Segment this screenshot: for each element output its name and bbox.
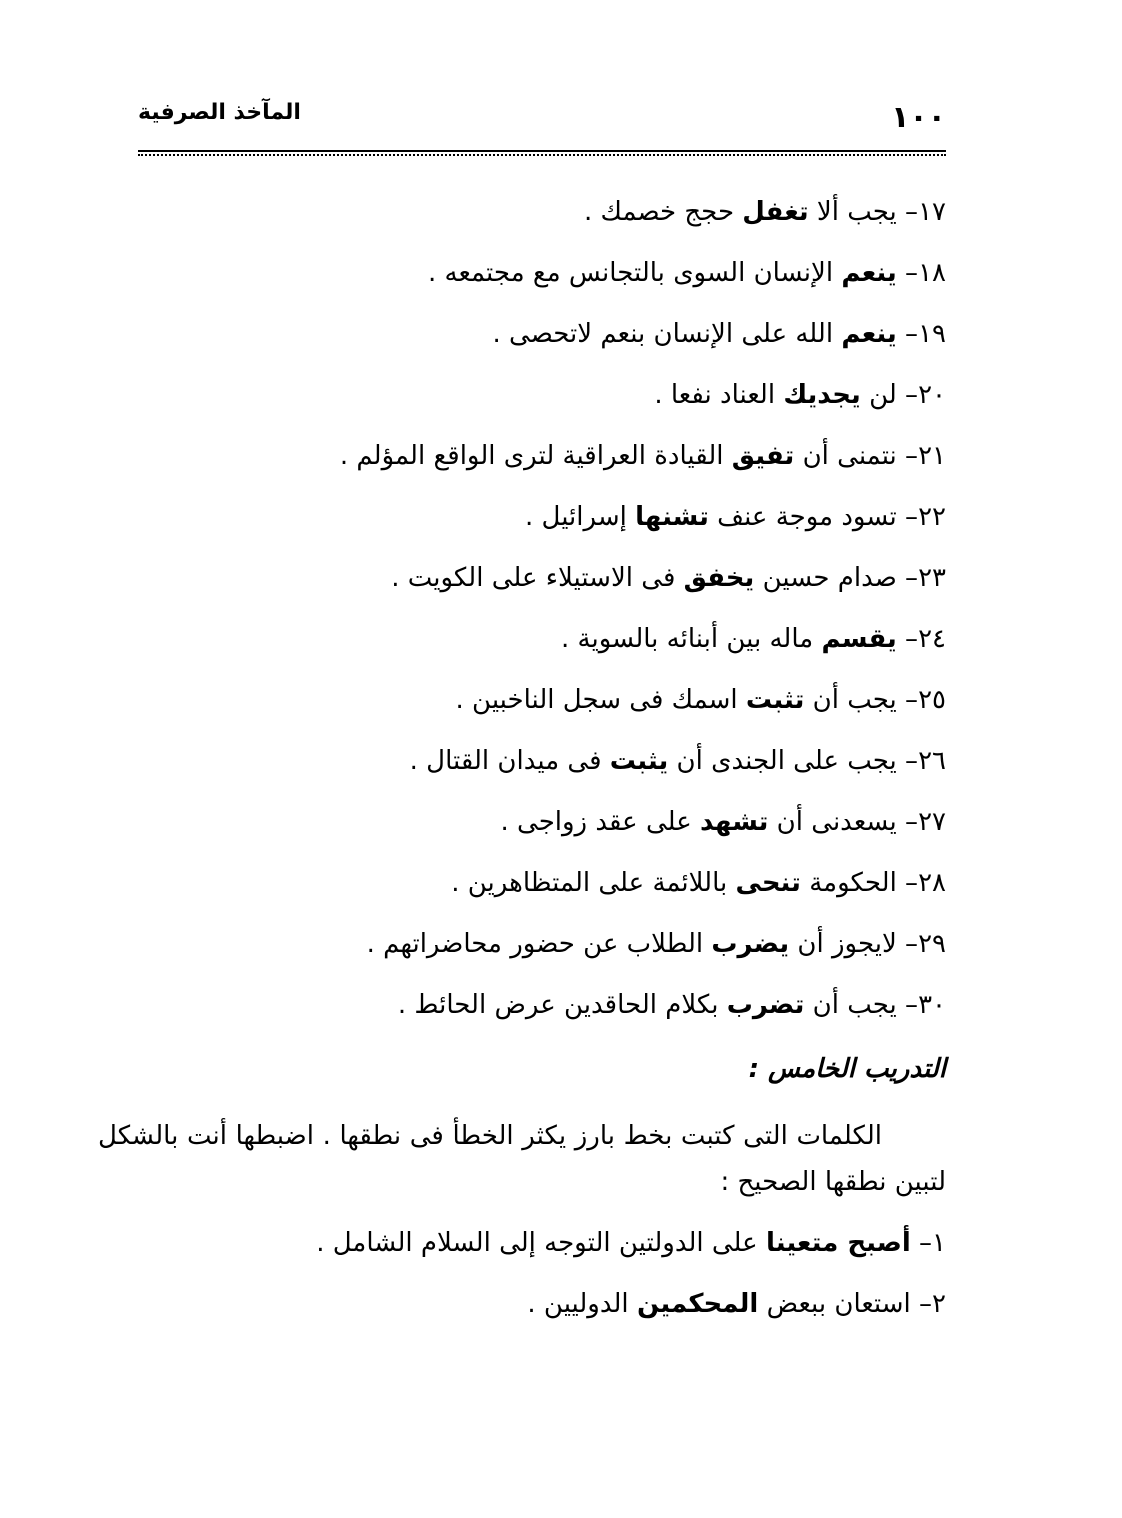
list-item: ٢٥– يجب أن تثبت اسمك فى سجل الناخبين . (455, 685, 946, 715)
running-title: المآخذ الصرفية (138, 100, 301, 125)
item-highlighted-word: يثبت (609, 746, 669, 776)
item-highlighted-word: تفيق (731, 441, 795, 471)
header-rule (138, 150, 946, 156)
item-text-after: بكلام الحاقدين عرض الحائط . (397, 990, 727, 1020)
item-highlighted-word: تثبت (745, 685, 805, 715)
item-text-after: الدوليين . (527, 1289, 637, 1319)
item-text-after: فى ميدان القتال . (409, 746, 610, 776)
item-text-after: ماله بين أبنائه بالسوية . (561, 624, 822, 654)
page-content (98, 192, 946, 1345)
item-number: ٢ (932, 1289, 946, 1319)
item-number: ٢٧ (918, 807, 946, 837)
item-number: ٢٨ (918, 868, 946, 898)
list-item: ٢٤– يقسم ماله بين أبنائه بالسوية . (561, 624, 946, 654)
item-text-after: اسمك فى سجل الناخبين . (455, 685, 746, 715)
item-highlighted-word: أصبح متعينا (765, 1228, 911, 1258)
item-text-before: لن (860, 380, 897, 410)
item-number: ١٧ (918, 197, 946, 227)
item-highlighted-word: ينعم (841, 258, 897, 288)
item-highlighted-word: ينعم (841, 319, 897, 349)
item-highlighted-word: تضرب (726, 990, 805, 1020)
item-text-after: باللائمة على المتظاهرين . (451, 868, 736, 898)
item-text-before: يجب أن (804, 990, 897, 1020)
item-text-before: نتمنى أن (794, 441, 897, 471)
list-item: ٢٧– يسعدنى أن تشهد على عقد زواجى . (500, 807, 946, 837)
list-item: ٢– استعان ببعض المحكمين الدوليين . (527, 1289, 946, 1319)
item-number: ١ (932, 1228, 946, 1258)
page-header (138, 92, 946, 138)
item-number: ٣٠ (918, 990, 946, 1020)
item-text-before: يجب على الجندى أن (668, 746, 897, 776)
list-item: ١٩– ينعم الله على الإنسان بنعم لاتحصى . (492, 319, 946, 349)
item-highlighted-word: تشهد (700, 807, 769, 837)
item-text-after: القيادة العراقية لترى الواقع المؤلم . (339, 441, 732, 471)
list-item: ٢٢– تسود موجة عنف تشنها إسرائيل . (524, 502, 946, 532)
item-number: ٢٤ (918, 624, 946, 654)
list-item: ٣٠– يجب أن تضرب بكلام الحاقدين عرض الحائط . (397, 990, 946, 1020)
list-item: ١– أصبح متعينا على الدولتين التوجه إلى السلام الشامل . (316, 1228, 946, 1258)
list-item: ٢١– نتمنى أن تفيق القيادة العراقية لترى الواقع المؤلم . (339, 441, 946, 471)
item-highlighted-word: يخفق (683, 563, 755, 593)
item-text-before: صدام حسين (754, 563, 897, 593)
exercise-list-b (138, 1223, 946, 1324)
item-highlighted-word: يقسم (821, 624, 897, 654)
item-highlighted-word: المحكمين (636, 1289, 759, 1319)
item-text-before: يسعدنى أن (768, 807, 897, 837)
item-text-after: فى الاستيلاء على الكويت . (391, 563, 684, 593)
item-highlighted-word: تنحى (735, 868, 801, 898)
item-number: ١٨ (918, 258, 946, 288)
item-text-before: لايجوز أن (789, 929, 897, 959)
item-number: ٢٢ (918, 502, 946, 532)
list-item: ٢٦– يجب على الجندى أن يثبت فى ميدان القتال . (409, 746, 946, 776)
item-text-before: تسود موجة عنف (708, 502, 897, 532)
item-number: ٢٠ (918, 380, 946, 410)
item-text-after: العناد نفعا . (654, 380, 784, 410)
item-text-after: الإنسان السوى بالتجانس مع مجتمعه . (428, 258, 842, 288)
list-item: ١٧– يجب ألا تغفل حجج خصمك . (584, 197, 946, 227)
section-intro: الكلمات التى كتبت بخط بارز يكثر الخطأ فى نطقها . اضبطها أنت بالشكل لتبين نطقها الصحيح : (98, 1121, 946, 1197)
item-text-after: على الدولتين التوجه إلى السلام الشامل . (316, 1228, 766, 1258)
list-item: ٢٣– صدام حسين يخفق فى الاستيلاء على الكويت . (391, 563, 946, 593)
item-text-before: الحكومة (800, 868, 897, 898)
item-text-after: الطلاب عن حضور محاضراتهم . (366, 929, 712, 959)
item-text-after: على عقد زواجى . (500, 807, 701, 837)
item-highlighted-word: يضرب (711, 929, 790, 959)
item-text-after: حجج خصمك . (584, 197, 743, 227)
list-item: ٢٩– لايجوز أن يضرب الطلاب عن حضور محاضراتهم . (366, 929, 946, 959)
item-number: ٢٦ (918, 746, 946, 776)
list-item: ٢٠– لن يجديك العناد نفعا . (654, 380, 946, 410)
item-highlighted-word: يجديك (783, 380, 861, 410)
item-number: ٢٥ (918, 685, 946, 715)
item-number: ٢١ (918, 441, 946, 471)
item-highlighted-word: تغفل (742, 197, 809, 227)
item-number: ٢٣ (918, 563, 946, 593)
item-text-before: يجب أن (804, 685, 897, 715)
list-item: ٢٨– الحكومة تنحى باللائمة على المتظاهرين . (451, 868, 946, 898)
item-text-after: الله على الإنسان بنعم لاتحصى . (492, 319, 842, 349)
list-item: ١٨– ينعم الإنسان السوى بالتجانس مع مجتمعه . (428, 258, 946, 288)
page-number: ١٠٠ (891, 100, 946, 135)
exercise-list-a (138, 192, 946, 1025)
item-text-after: إسرائيل . (524, 502, 636, 532)
item-number: ١٩ (918, 319, 946, 349)
item-number: ٢٩ (918, 929, 946, 959)
item-text-before: يجب ألا (808, 197, 897, 227)
section-title: التدريب الخامس : (748, 1054, 946, 1084)
item-highlighted-word: تشنها (635, 502, 709, 532)
item-text-before: استعان ببعض (758, 1289, 911, 1319)
